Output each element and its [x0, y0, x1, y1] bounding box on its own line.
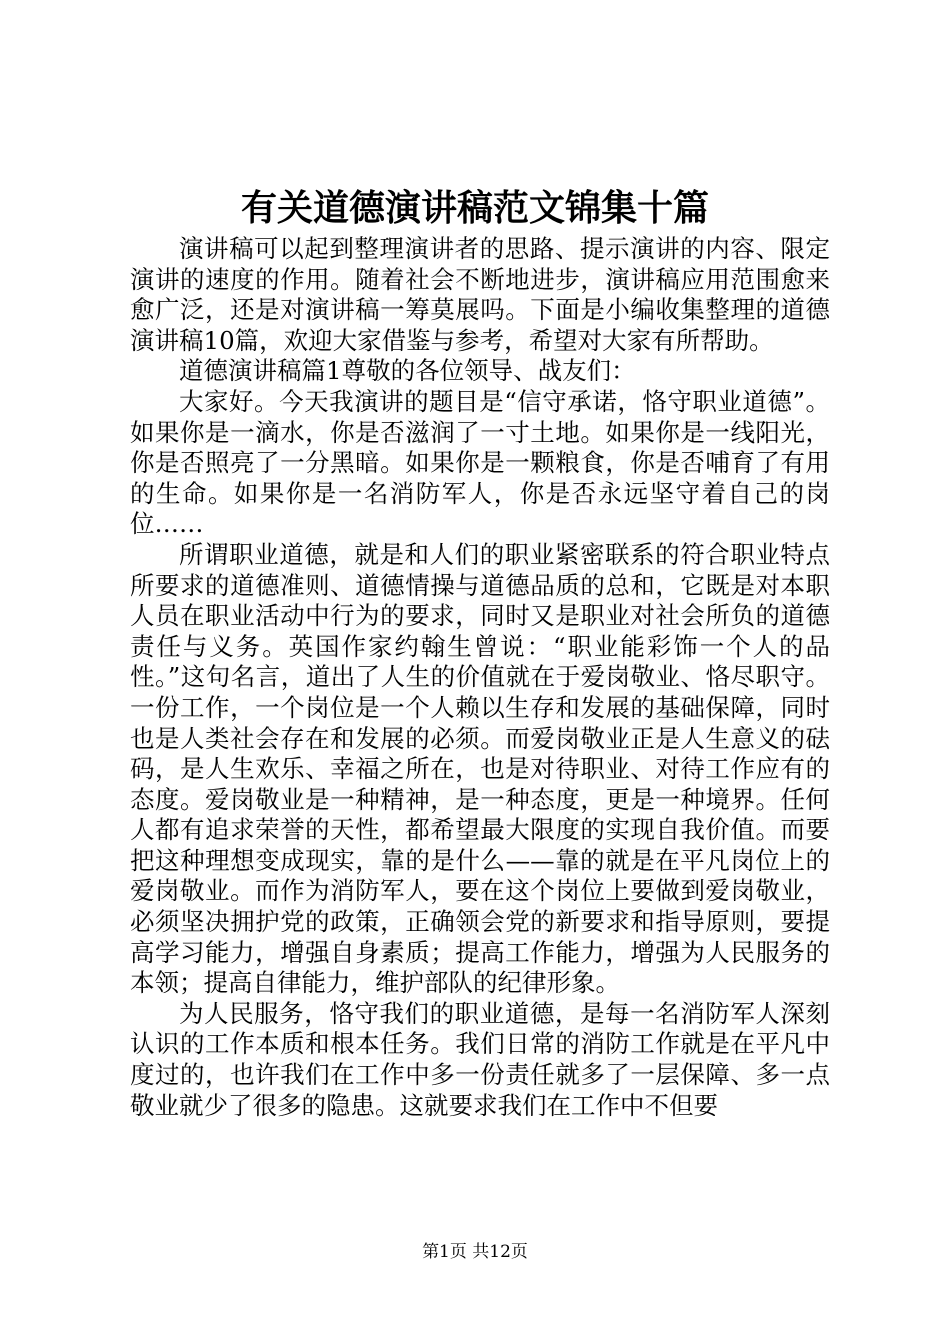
- greeting-paragraph: 大家好。今天我演讲的题目是“信守承诺，恪守职业道德”。如果你是一滴水，你是否滋润了一寸土地。如果你是一线阳光，你是否照亮了一分黑暗。如果你是一颗粮食，你是否哺育了有用的生命。如果你是一名消防军人，你是否永远坚守着自己的岗位……: [130, 386, 830, 539]
- document-body: [130, 234, 830, 1121]
- page-footer: 第1页 共12页: [422, 1242, 528, 1262]
- speech-heading-paragraph: 道德演讲稿篇1尊敬的各位领导、战友们：: [179, 356, 636, 386]
- intro-paragraph: 演讲稿可以起到整理演讲者的思路、提示演讲的内容、限定演讲的速度的作用。随着社会不断地进步，演讲稿应用范围愈来愈广泛，还是对演讲稿一筹莫展吗。下面是小编收集整理的道德演讲稿10篇，欢迎大家借鉴与参考，希望对大家有所帮助。: [130, 234, 830, 355]
- body-paragraph: 为人民服务，恪守我们的职业道德，是每一名消防军人深刻认识的工作本质和根本任务。我们日常的消防工作就是在平凡中度过的，也许我们在工作中多一份责任就多了一层保障、多一点敬业就少了很多的隐患。这就要求我们在工作中不但要: [130, 998, 830, 1120]
- page-title: 有关道德演讲稿范文锦集十篇: [240, 187, 709, 229]
- body-paragraph: 所谓职业道德，就是和人们的职业紧密联系的符合职业特点所要求的道德准则、道德情操与道德品质的总和，它既是对本职人员在职业活动中行为的要求，同时又是职业对社会所负的道德责任与义务。英国作家约翰生曾说：“职业能彩饰一个人的品性。”这句名言，道出了人生的价值就在于爱岗敬业、恪尽职守。一份工作，一个岗位是一个人赖以生存和发展的基础保障，同时也是人类社会存在和发展的必须。而爱岗敬业正是人生意义的砝码，是人生欢乐、幸福之所在，也是对待职业、对待工作应有的态度。爱岗敬业是一种精神，是一种态度，更是一种境界。任何人都有追求荣誉的天性，都希望最大限度的实现自我价值。而要把这种理想变成现实，靠的是什么——靠的就是在平凡岗位上的爱岗敬业。而作为消防军人，要在这个岗位上要做到爱岗敬业，必须坚决拥护党的政策，正确领会党的新要求和指导原则，要提高学习能力，增强自身素质；提高工作能力，增强为人民服务的本领；提高自律能力，维护部队的纪律形象。: [130, 539, 830, 998]
